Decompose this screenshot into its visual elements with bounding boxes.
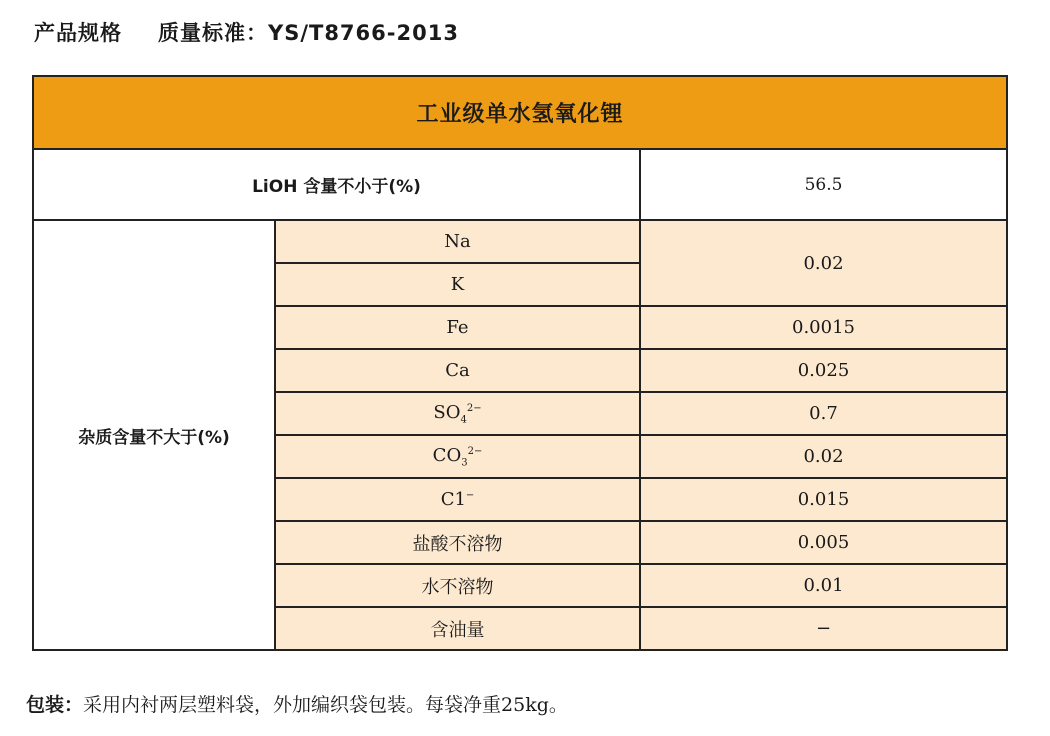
impurity-name-so4 <box>275 392 640 435</box>
impurity-name-fe: Fe <box>275 306 640 349</box>
formula-subscript: 3 <box>461 457 468 469</box>
impurity-name-acid-insoluble: 盐酸不溶物 <box>275 521 640 564</box>
impurity-value-ca: 0.025 <box>640 349 1007 392</box>
quality-standard-heading: 质量标准：YS/T8766-2013 <box>158 21 459 45</box>
packaging-text: 采用内衬两层塑料袋，外加编织袋包装。每袋净重25kg。 <box>83 693 568 716</box>
lioh-value: 56.5 <box>640 149 1007 220</box>
impurity-name-water-insoluble: 水不溶物 <box>275 564 640 607</box>
table-title-row <box>33 76 1007 149</box>
impurity-name-co3 <box>275 435 640 478</box>
lioh-row <box>33 149 1007 220</box>
impurity-name-ca: Ca <box>275 349 640 392</box>
impurity-value-cl: 0.015 <box>640 478 1007 521</box>
impurity-name-na: Na <box>275 220 640 263</box>
impurity-label: 杂质含量不大于(%) <box>33 220 275 650</box>
formula-base: C1 <box>440 489 466 510</box>
impurity-value-co3: 0.02 <box>640 435 1007 478</box>
formula-superscript: − <box>465 490 475 501</box>
impurity-name-cl <box>275 478 640 521</box>
packaging-note <box>26 688 568 718</box>
impurity-value-acid-insoluble: 0.005 <box>640 521 1007 564</box>
packaging-label: 包装： <box>26 693 84 716</box>
formula-superscript: 2− <box>466 402 482 414</box>
impurity-name-k: K <box>275 263 640 306</box>
formula-base: SO <box>433 401 461 423</box>
table-title: 工业级单水氢氧化锂 <box>33 76 1007 149</box>
formula-superscript: 2− <box>467 445 483 457</box>
product-spec-heading: 产品规格 <box>34 21 122 45</box>
impurity-value-oil: − <box>640 607 1007 650</box>
impurity-value-so4: 0.7 <box>640 392 1007 435</box>
impurity-name-oil: 含油量 <box>275 607 640 650</box>
lioh-label: LiOH 含量不小于(%) <box>33 149 640 220</box>
formula-base: CO <box>432 444 462 466</box>
table-row <box>33 220 1007 263</box>
impurity-value-fe: 0.0015 <box>640 306 1007 349</box>
page-header <box>34 14 459 50</box>
formula-subscript: 4 <box>460 414 467 426</box>
spec-table <box>32 75 1008 651</box>
impurity-value-na-k: 0.02 <box>640 220 1007 306</box>
impurity-value-water-insoluble: 0.01 <box>640 564 1007 607</box>
